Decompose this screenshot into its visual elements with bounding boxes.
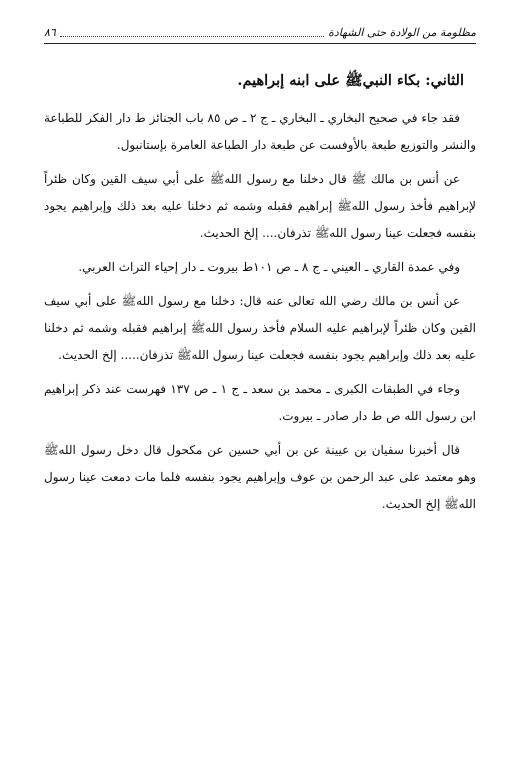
header-dotted-leader bbox=[60, 35, 324, 37]
paragraph-anas-hadith-bukhari: عن أنس بن مالك ﷺ قال دخلنا مع رسول اللهﷺ على أبي سيف القين وكان ظئراً لإبراهيم فأخذ رسول اللهﷺ إبراهيم فقبله وشمه ثم دخلنا عليه بعد ذلك وإبراهيم يجود بنفسه فجعلت عينا رسول اللهﷺ تذرفان.... إلخ الحديث. bbox=[44, 172, 476, 240]
section-heading: الثاني: بكاء النبيﷺ على ابنه إبراهيم. bbox=[237, 72, 464, 89]
header-page-number: ٨٦ bbox=[44, 26, 56, 39]
paragraph-makhul-hadith: قال أخبرنا سفيان بن عيينة عن بن أبي حسين عن مكحول قال دخل رسول اللهﷺ وهو معتمد على عبد الرحمن بن عوف وإبراهيم يجود بنفسه فلما مات دمعت عينا رسول اللهﷺ إلخ الحديث. bbox=[44, 443, 476, 511]
book-page bbox=[44, 26, 476, 518]
paragraph-tabaqat-source: وجاء في الطبقات الكبرى ـ محمد بن سعد ـ ج ١ ـ ص ١٣٧ فهرست عند ذكر إبراهيم ابن رسول الله ص ط دار صادر ـ بيروت. bbox=[44, 382, 476, 423]
header-book-title: مظلومة من الولادة حتى الشهادة bbox=[328, 26, 476, 39]
running-header bbox=[44, 26, 476, 44]
paragraph-umdat-source: وفي عمدة القاري ـ العيني ـ ج ٨ ـ ص ١٠١ط بيروت ـ دار إحياء التراث العربي. bbox=[78, 260, 460, 274]
paragraph-anas-hadith-umdat: عن أنس بن مالك رضي الله تعالى عنه قال: دخلنا مع رسول اللهﷺ على أبي سيف القين وكان ظئراً لإبراهيم عليه السلام فأخذ رسول اللهﷺ إبراهيم فقبله وشمه ثم دخلنا عليه بعد ذلك وإبراهيم يجود بنفسه فجعلت عينا رسول اللهﷺ تذرفان..... إلخ الحديث. bbox=[44, 294, 477, 362]
paragraph-bukhari-source: فقد جاء في صحيح البخاري ـ البخاري ـ ج ٢ ـ ص ٨٥ باب الجنائز ط دار الفكر للطباعة والنشر والتوزيع طبعة بالأوفست عن طبعة دار الطباعة العامرة بإستانبول. bbox=[44, 111, 476, 152]
